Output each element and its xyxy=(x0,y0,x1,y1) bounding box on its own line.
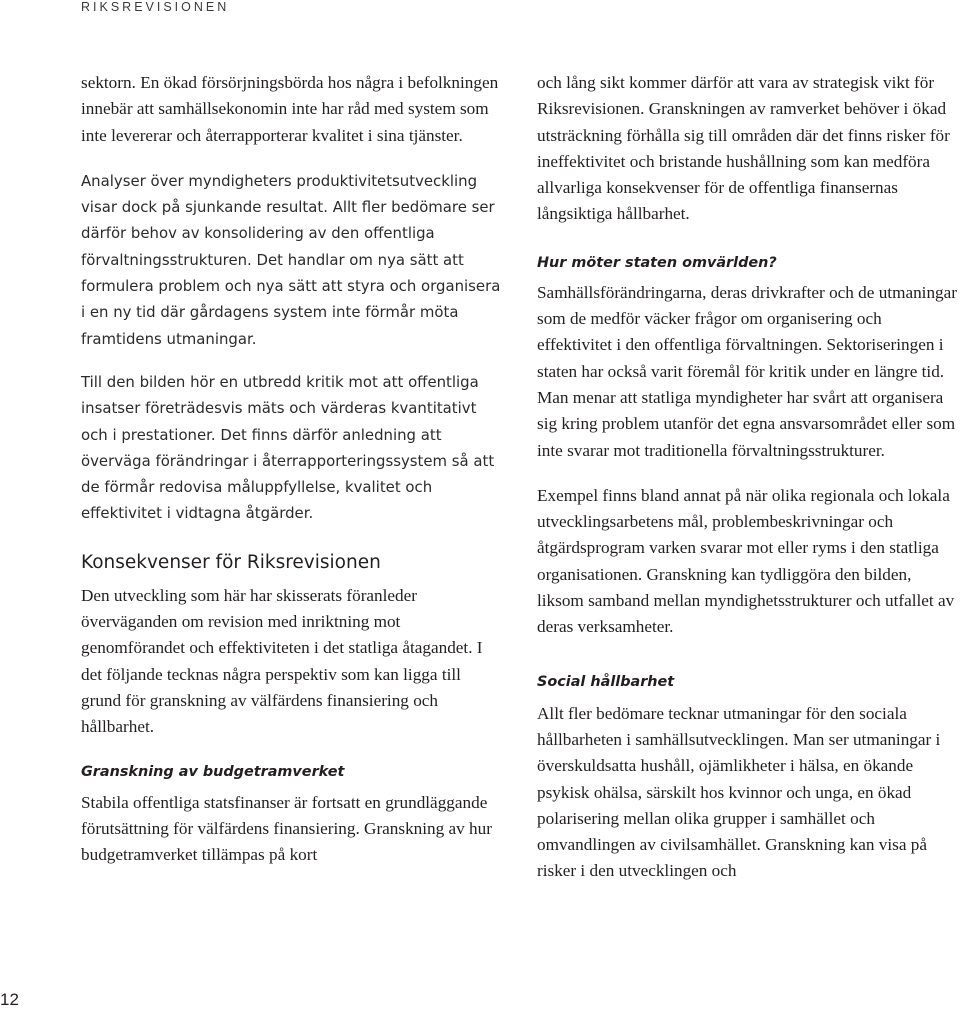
page-number: 12 xyxy=(0,990,19,1009)
body-paragraph: Exempel finns bland annat på när olika regionala och lokala utvecklingsarbetens mål, problembeskrivningar och åtgärdsprogram varken svarar mot eller ryms i den statliga organisationen. Granskning kan tydliggöra den bilden, liksom samband mellan myndighetsstrukturer och utfallet av deras verksamheter. xyxy=(537,485,955,637)
body-paragraph: Till den bilden hör en utbredd kritik mot att offentliga insatser företrädesvis mäts och värderas kvantitativt och i prestationer. Det finns därför anledning att överväga förändringar i återrapporteringssystem så att de förmår redovisa måluppfyllelse, kvalitet och effektivitet i vidtagna åtgärder. xyxy=(81,372,495,523)
body-paragraph: Den utveckling som här har skisserats föranleder överväganden om revision med inriktning mot genomförandet och effektiviteten i det statliga åtagandet. I det följande tecknas några perspektiv som kan ligga till grund för granskning av välfärdens finansiering och hållbarhet. xyxy=(81,585,483,737)
body-paragraph: Allt fler bedömare tecknar utmaningar för den sociala hållbarheten i samhällsutvecklingen. Man ser utmaningar i överskuldsatta hushåll, ojämlikheter i hälsa, en ökande psykisk ohälsa, särskilt hos kvinnor och unga, en ökad polarisering mellan olika grupper i samhället och omvandlingen av civilsamhället. Granskning kan visa på risker i den utvecklingen och xyxy=(537,703,941,881)
body-paragraph: Analyser över myndigheters produktivitetsutveckling visar dock på sjunkande resultat. Allt fler bedömare ser därför behov av konsolidering av den offentliga förvaltningsstrukturen. Det handlar om nya sätt att formulera problem och nya sätt att styra och organisera i en ny tid där gårdagens system inte förmår möta framtidens utmaningar. xyxy=(81,171,501,348)
right-column xyxy=(537,70,957,885)
subheading: Hur möter staten omvärlden? xyxy=(537,254,777,271)
left-column xyxy=(81,70,501,868)
body-paragraph: Samhällsförändringarna, deras drivkrafter och de utmaningar som de medför väcker frågor om organisering och effektivitet i den offentliga förvaltningen. Sektoriseringen i staten har också varit föremål för kritik under en längre tid. Man menar att statliga myndigheter har svårt att organisera sig kring problem utanför det egna ansvarsområdet eller som inte svarar mot traditionella förvaltningsstrukturer. xyxy=(537,282,957,460)
running-head: RIKSREVISIONEN xyxy=(81,0,230,14)
section-heading: Konsekvenser för Riksrevisionen xyxy=(81,551,381,573)
body-paragraph: och lång sikt kommer därför att vara av strategisk vikt för Riksrevisionen. Granskningen av ramverket behöver i ökad utsträckning förhålla sig till områden där det finns risker för ineffektivitet och bristande hushållning som kan medföra allvarliga konsekvenser för de offentliga finansernas långsiktiga hållbarhet. xyxy=(537,73,950,224)
subheading: Social hållbarhet xyxy=(537,673,675,690)
body-paragraph: Stabila offentliga statsfinanser är fortsatt en grundläggande förutsättning för välfärdens finansiering. Granskning av hur budgetramverket tillämpas på kort xyxy=(81,792,492,865)
body-paragraph: sektorn. En ökad försörjningsbörda hos några i befolkningen innebär att samhällsekonomin inte har råd med system som inte levererar och återrapporterar kvalitet i sina tjänster. xyxy=(81,73,499,145)
subheading: Granskning av budgetramverket xyxy=(81,763,345,780)
